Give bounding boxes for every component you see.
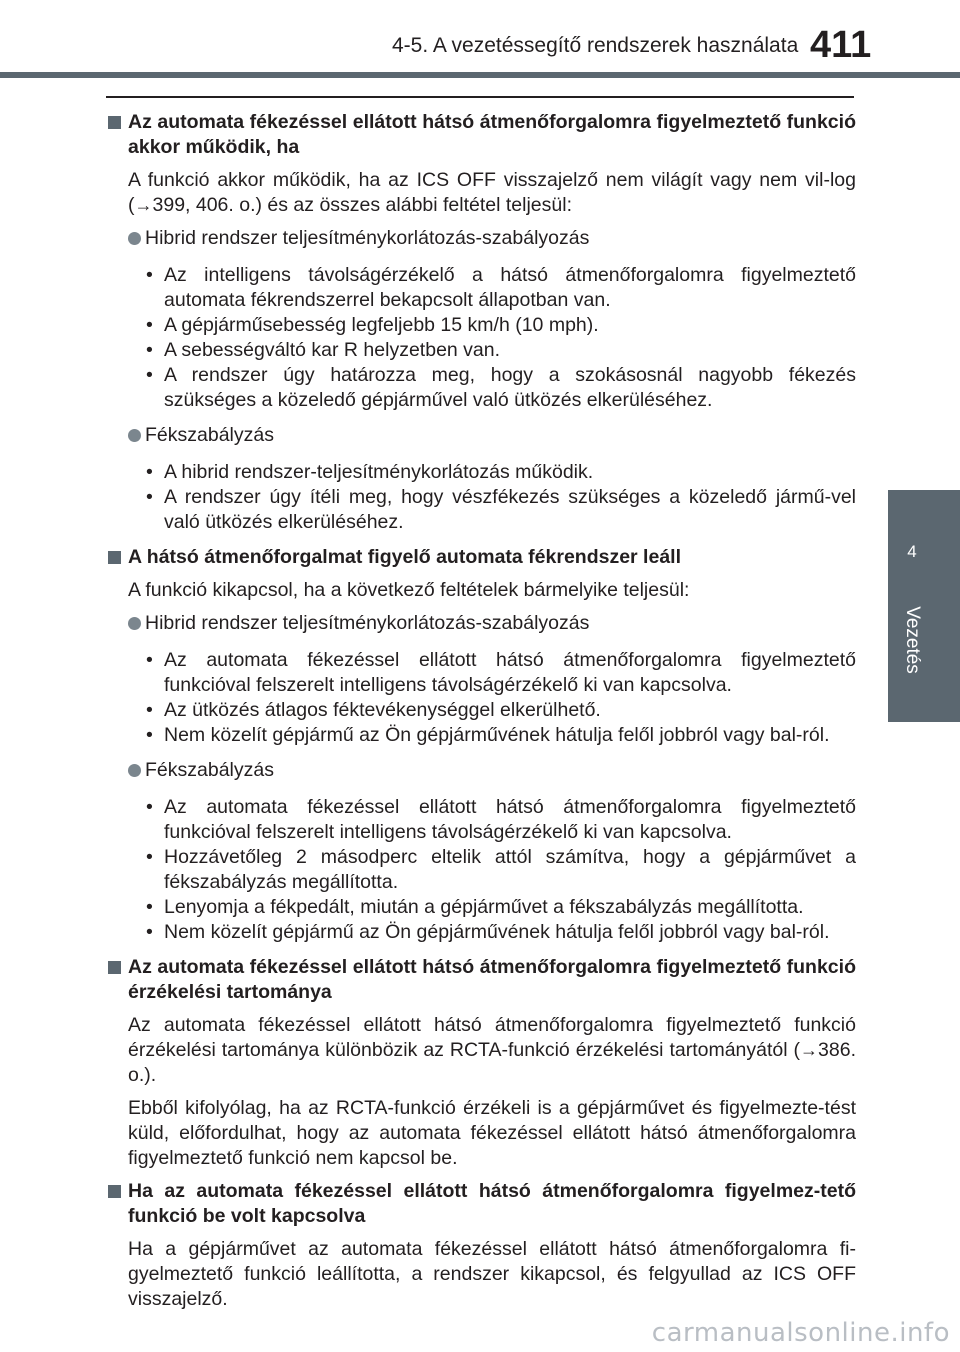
arrow-icon: → — [134, 195, 153, 215]
subsection-title: Hibrid rendszer teljesítménykorlátozás-szabályozás — [106, 611, 856, 636]
list-item: • A gépjárműsebesség legfeljebb 15 km/h (10 mph). — [146, 314, 599, 336]
bullet-list — [106, 795, 856, 945]
square-bullet-icon — [108, 116, 121, 129]
square-bullet-icon — [108, 551, 121, 564]
list-item: • A rendszer úgy határozza meg, hogy a szokásosnál nagyobb fékezés szükséges a közeledő gépjárművel való ütközés elkerüléséhez. — [146, 364, 856, 411]
list-item: • A hibrid rendszer-teljesítménykorlátozás működik. — [146, 461, 594, 483]
list-item: • Hozzávetőleg 2 másodperc eltelik attól számítva, hogy a gépjárművet a fékszabályzás megállította. — [146, 846, 856, 893]
section-top-rule — [106, 96, 854, 98]
arrow-icon: → — [800, 1040, 819, 1060]
list-item: • Nem közelít gépjármű az Ön gépjárművének hátulja felől jobbról vagy bal-ról. — [146, 724, 830, 746]
bullet-list — [106, 460, 856, 535]
paragraph: A funkció kikapcsol, ha a következő feltételek bármelyike teljesül: — [128, 579, 690, 601]
watermark: carmanualsonline.info — [651, 1318, 950, 1348]
section-heading: A hátsó átmenőforgalmat figyelő automata fékrendszer leáll — [106, 545, 856, 570]
subsection-title: Hibrid rendszer teljesítménykorlátozás-szabályozás — [106, 226, 856, 251]
header-band — [0, 0, 960, 78]
section-heading: Ha az automata fékezéssel ellátott hátsó átmenőforgalomra figyelmez-tető funkció be volt kapcsolva — [106, 1179, 856, 1229]
paragraph: Ha a gépjárművet az automata fékezéssel ellátott hátsó átmenőforgalomra fi-gyelmeztető funkció leállította, a rendszer kikapcsol, és felgyullad az ICS OFF visszajelző. — [128, 1238, 856, 1310]
list-item: • Nem közelít gépjármű az Ön gépjárművének hátulja felől jobbról vagy bal-ról. — [146, 921, 830, 943]
page-number: 411 — [810, 24, 872, 66]
paragraph: Ebből kifolyólag, ha az RCTA-funkció érzékeli is a gépjárművet és figyelmezte-tést küld, előfordulhat, hogy az automata fékezéssel ellátott hátsó átmenőforgalomra figyelmeztető funkció nem kapcsol be. — [128, 1097, 856, 1169]
chapter-number: 4 — [907, 542, 917, 561]
subsection-title: Fékszabályzás — [106, 758, 856, 783]
section-heading: Az automata fékezéssel ellátott hátsó átmenőforgalomra figyelmeztető funkció akkor működik, ha — [106, 110, 856, 160]
paragraph: A funkció akkor működik, ha az ICS OFF visszajelző nem világít vagy nem vil-log (→399, 406. o.) és az összes alábbi feltétel teljesül: — [128, 169, 856, 216]
circle-bullet-icon — [128, 429, 141, 442]
circle-bullet-icon — [128, 764, 141, 777]
list-item: • A rendszer úgy ítéli meg, hogy vészfékezés szükséges a közeledő jármű-vel való ütközés elkerüléséhez. — [146, 486, 856, 533]
page-content — [106, 104, 856, 1320]
subsection-title: Fékszabályzás — [106, 423, 856, 448]
circle-bullet-icon — [128, 617, 141, 630]
square-bullet-icon — [108, 961, 121, 974]
list-item: • Az ütközés átlagos féktevékenységgel elkerülhető. — [146, 699, 601, 721]
chapter-side-tab[interactable] — [888, 490, 960, 722]
section-heading: Az automata fékezéssel ellátott hátsó átmenőforgalomra figyelmeztető funkció érzékelési tartománya — [106, 955, 856, 1005]
bullet-list — [106, 263, 856, 413]
bullet-list — [106, 648, 856, 748]
list-item: • A sebességváltó kar R helyzetben van. — [146, 339, 501, 361]
running-title: 4-5. A vezetéssegítő rendszerek használata — [392, 34, 799, 57]
circle-bullet-icon — [128, 232, 141, 245]
chapter-label: Vezetés — [902, 606, 923, 674]
paragraph: Az automata fékezéssel ellátott hátsó átmenőforgalomra figyelmeztető funkció érzékelési tartománya különbözik az RCTA-funkció érzékelési tartományától (→386. o.). — [128, 1014, 856, 1086]
list-item: • Az automata fékezéssel ellátott hátsó átmenőforgalomra figyelmeztető funkcióval felszerelt intelligens távolságérzékelő ki van kapcsolva. — [146, 796, 856, 843]
list-item: • Az automata fékezéssel ellátott hátsó átmenőforgalomra figyelmeztető funkcióval felszerelt intelligens távolságérzékelő ki van kapcsolva. — [146, 649, 856, 696]
list-item: • Az intelligens távolságérzékelő a hátsó átmenőforgalomra figyelmeztető automata fékrendszerrel bekapcsolt állapotban van. — [146, 264, 856, 311]
list-item: • Lenyomja a fékpedált, miután a gépjárművet a fékszabályzás megállította. — [146, 896, 804, 918]
square-bullet-icon — [108, 1185, 121, 1198]
